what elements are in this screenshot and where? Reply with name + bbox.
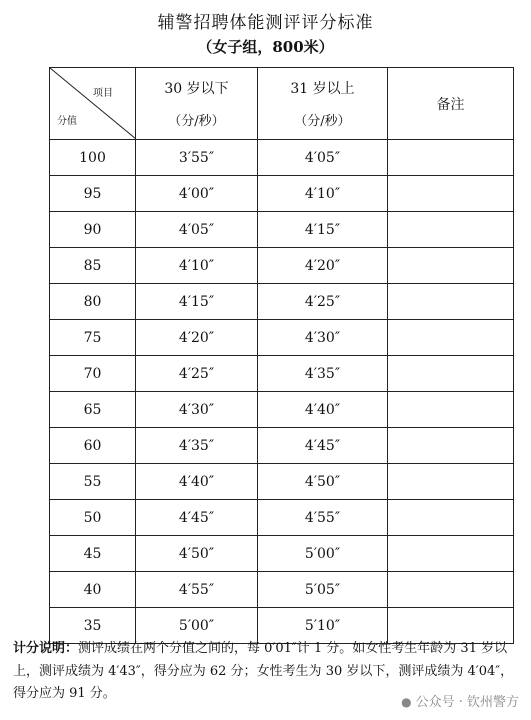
under30-time-cell: 4′45″ — [136, 500, 258, 536]
over31-time-cell: 4′05″ — [258, 140, 388, 176]
note-cell — [388, 212, 514, 248]
score-cell: 65 — [50, 392, 136, 428]
document-subtitle: （女子组，800米） — [197, 38, 334, 56]
score-cell: 70 — [50, 356, 136, 392]
over31-time-cell: 5′00″ — [258, 536, 388, 572]
note-cell — [388, 536, 514, 572]
table-row — [50, 176, 514, 212]
over31-time-cell: 5′10″ — [258, 608, 388, 644]
over31-time-cell: 4′30″ — [258, 320, 388, 356]
table-row — [50, 536, 514, 572]
under30-time-cell: 4′30″ — [136, 392, 258, 428]
table-row — [50, 320, 514, 356]
scoring-table — [49, 67, 514, 644]
over31-time-cell: 4′50″ — [258, 464, 388, 500]
over31-time-cell: 4′25″ — [258, 284, 388, 320]
score-cell: 85 — [50, 248, 136, 284]
header-item-label: 项目 — [93, 88, 113, 99]
note-cell — [388, 284, 514, 320]
under30-time-cell: 4′35″ — [136, 428, 258, 464]
explanation-text: 测评成绩在两个分值之间的，每 0′01″计 1 分。如女性考生年龄为 31 岁以上，测评成绩为 4′43″，得分应为 62 分；女性考生为 30 岁以下，测评成绩为 4′04″，得分应为 91 分。 — [13, 641, 514, 701]
over31-time-cell: 4′55″ — [258, 500, 388, 536]
table-row — [50, 392, 514, 428]
table-row — [50, 572, 514, 608]
header-under30-unit: （分/秒） — [168, 114, 225, 129]
over31-time-cell: 4′45″ — [258, 428, 388, 464]
table-row — [50, 248, 514, 284]
table-row — [50, 212, 514, 248]
under30-time-cell: 4′15″ — [136, 284, 258, 320]
over31-time-cell: 5′05″ — [258, 572, 388, 608]
table-row — [50, 500, 514, 536]
header-over31-title: 31 岁以上 — [290, 81, 355, 97]
score-cell: 95 — [50, 176, 136, 212]
table-header-row — [50, 68, 514, 140]
under30-time-cell: 4′10″ — [136, 248, 258, 284]
over31-time-cell: 4′10″ — [258, 176, 388, 212]
note-cell — [388, 140, 514, 176]
explanation-label: 计分说明： — [13, 641, 79, 656]
document-title: 辅警招聘体能测评评分标准 — [157, 13, 374, 33]
note-cell — [388, 320, 514, 356]
over31-time-cell: 4′35″ — [258, 356, 388, 392]
over31-time-cell: 4′15″ — [258, 212, 388, 248]
note-cell — [388, 356, 514, 392]
note-cell — [388, 176, 514, 212]
table-row — [50, 356, 514, 392]
score-cell: 75 — [50, 320, 136, 356]
score-cell: 60 — [50, 428, 136, 464]
note-cell — [388, 572, 514, 608]
under30-time-cell: 4′00″ — [136, 176, 258, 212]
score-cell: 90 — [50, 212, 136, 248]
diagonal-line — [50, 68, 136, 139]
header-over31-unit: （分/秒） — [294, 114, 351, 129]
under30-time-cell: 4′20″ — [136, 320, 258, 356]
score-cell: 45 — [50, 536, 136, 572]
table-row — [50, 140, 514, 176]
under30-time-cell: 4′50″ — [136, 536, 258, 572]
score-cell: 100 — [50, 140, 136, 176]
note-cell — [388, 500, 514, 536]
note-cell — [388, 392, 514, 428]
wechat-watermark — [397, 690, 523, 711]
under30-time-cell: 4′25″ — [136, 356, 258, 392]
wechat-icon: ● — [401, 695, 412, 709]
note-cell — [388, 428, 514, 464]
score-cell: 50 — [50, 500, 136, 536]
under30-time-cell: 5′00″ — [136, 608, 258, 644]
header-under30 — [136, 68, 258, 140]
header-note: 备注 — [388, 68, 514, 140]
watermark-text: 公众号 · 钦州警方 — [415, 695, 519, 710]
header-over31 — [258, 68, 388, 140]
under30-time-cell: 4′55″ — [136, 572, 258, 608]
under30-time-cell: 4′40″ — [136, 464, 258, 500]
diagonal-header-cell — [50, 68, 136, 140]
under30-time-cell: 3′55″ — [136, 140, 258, 176]
score-cell: 80 — [50, 284, 136, 320]
score-cell: 55 — [50, 464, 136, 500]
score-cell: 40 — [50, 572, 136, 608]
over31-time-cell: 4′20″ — [258, 248, 388, 284]
table-row — [50, 464, 514, 500]
table-row — [50, 284, 514, 320]
note-cell — [388, 464, 514, 500]
under30-time-cell: 4′05″ — [136, 212, 258, 248]
header-under30-title: 30 岁以下 — [164, 81, 229, 97]
score-cell: 35 — [50, 608, 136, 644]
note-cell — [388, 248, 514, 284]
table-row — [50, 428, 514, 464]
header-score-label: 分值 — [57, 116, 77, 127]
over31-time-cell: 4′40″ — [258, 392, 388, 428]
